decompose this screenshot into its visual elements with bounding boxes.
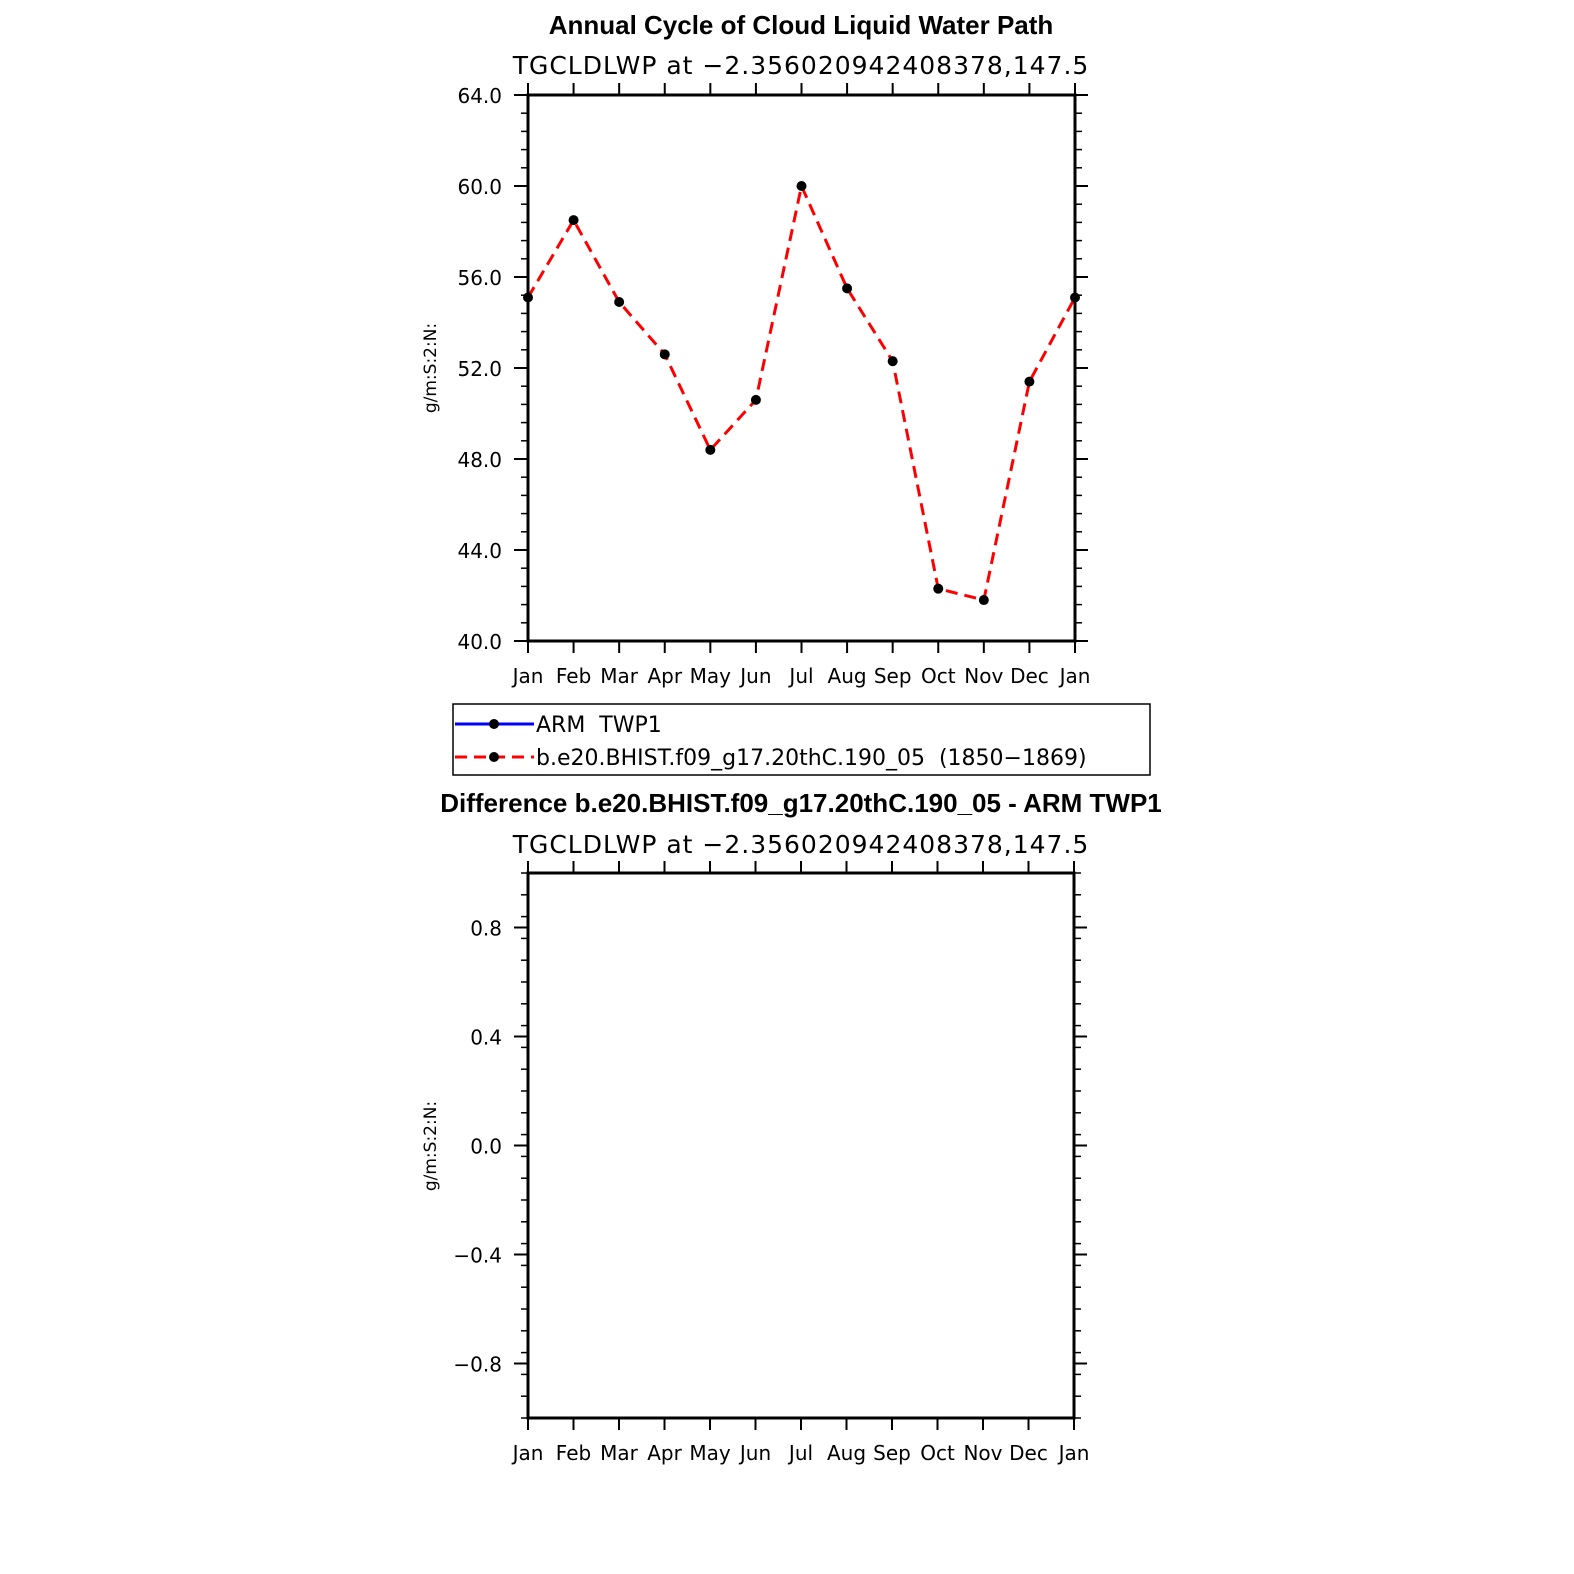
data-point — [660, 349, 670, 359]
y-tick-label: 40.0 — [457, 630, 502, 654]
data-point — [705, 445, 715, 455]
y-tick-label: −0.4 — [453, 1243, 502, 1268]
chart-subtitle: TGCLDLWP at −2.356020942408378,147.5 — [512, 830, 1090, 859]
x-tick-label: Apr — [647, 664, 683, 688]
x-tick-label: Jan — [1059, 664, 1091, 688]
annual-cycle-panel — [421, 10, 1090, 688]
data-point — [888, 356, 898, 366]
x-tick-label: Apr — [647, 1441, 682, 1465]
x-tick-label: Aug — [827, 664, 867, 688]
x-tick-label: Aug — [826, 1441, 867, 1465]
y-tick-label: 64.0 — [457, 84, 502, 108]
y-axis-label: g/m:S:2:N: — [421, 1100, 441, 1192]
y-axis-label: g/m:S:2:N: — [421, 322, 441, 414]
x-tick-label: Jun — [739, 1441, 772, 1465]
x-tick-label: Mar — [600, 1441, 638, 1465]
x-tick-label: Dec — [1009, 1441, 1048, 1465]
data-point — [569, 215, 579, 225]
x-tick-label: Mar — [600, 664, 639, 688]
x-tick-label: Jan — [512, 664, 544, 688]
plot-frame — [528, 873, 1074, 1418]
x-tick-label: Sep — [873, 664, 912, 688]
series-line — [528, 186, 1075, 600]
x-tick-label: Jul — [789, 664, 814, 688]
chart-subtitle: TGCLDLWP at −2.356020942408378,147.5 — [512, 51, 1090, 80]
legend — [453, 704, 1150, 775]
y-tick-label: 0.0 — [470, 1134, 502, 1159]
legend-marker-arm — [489, 719, 499, 729]
chart-title: Difference b.e20.BHIST.f09_g17.20thC.190_05 - ARM TWP1 — [440, 788, 1162, 818]
x-tick-label: Jan — [1058, 1441, 1090, 1465]
y-tick-label: 0.8 — [470, 916, 502, 941]
axis-ticks — [457, 83, 1090, 688]
x-tick-label: Oct — [920, 664, 956, 688]
y-tick-label: −0.8 — [453, 1352, 502, 1377]
x-tick-label: Nov — [964, 664, 1004, 688]
x-tick-label: Jun — [740, 664, 772, 688]
y-tick-label: 48.0 — [457, 448, 502, 472]
x-tick-label: Nov — [963, 1441, 1003, 1465]
x-tick-label: May — [689, 1441, 731, 1465]
x-tick-label: Jan — [512, 1441, 544, 1465]
x-tick-label: Feb — [555, 1441, 592, 1465]
x-tick-label: Dec — [1010, 664, 1049, 688]
data-point — [1024, 377, 1034, 387]
y-tick-label: 0.4 — [470, 1025, 502, 1050]
legend-marker-model — [489, 752, 499, 762]
data-point — [751, 395, 761, 405]
x-tick-label: Feb — [555, 664, 592, 688]
series-layer — [523, 181, 1080, 605]
data-point — [614, 297, 624, 307]
data-point — [797, 181, 807, 191]
x-tick-label: Oct — [920, 1441, 955, 1465]
axis-ticks — [453, 861, 1089, 1465]
x-tick-label: May — [689, 664, 732, 688]
y-tick-label: 44.0 — [457, 539, 502, 563]
legend-label-arm: ARM TWP1 — [536, 713, 662, 738]
y-tick-label: 52.0 — [457, 357, 502, 381]
y-tick-label: 60.0 — [457, 175, 502, 199]
data-point — [933, 584, 943, 594]
difference-panel — [421, 788, 1162, 1465]
data-point — [979, 595, 989, 605]
data-point — [842, 283, 852, 293]
x-tick-label: Jul — [788, 1441, 814, 1465]
x-tick-label: Sep — [873, 1441, 911, 1465]
legend-label-model: b.e20.BHIST.f09_g17.20thC.190_05 (1850−1869) — [536, 746, 1087, 771]
y-tick-label: 56.0 — [457, 266, 502, 290]
chart-title: Annual Cycle of Cloud Liquid Water Path — [548, 10, 1054, 40]
